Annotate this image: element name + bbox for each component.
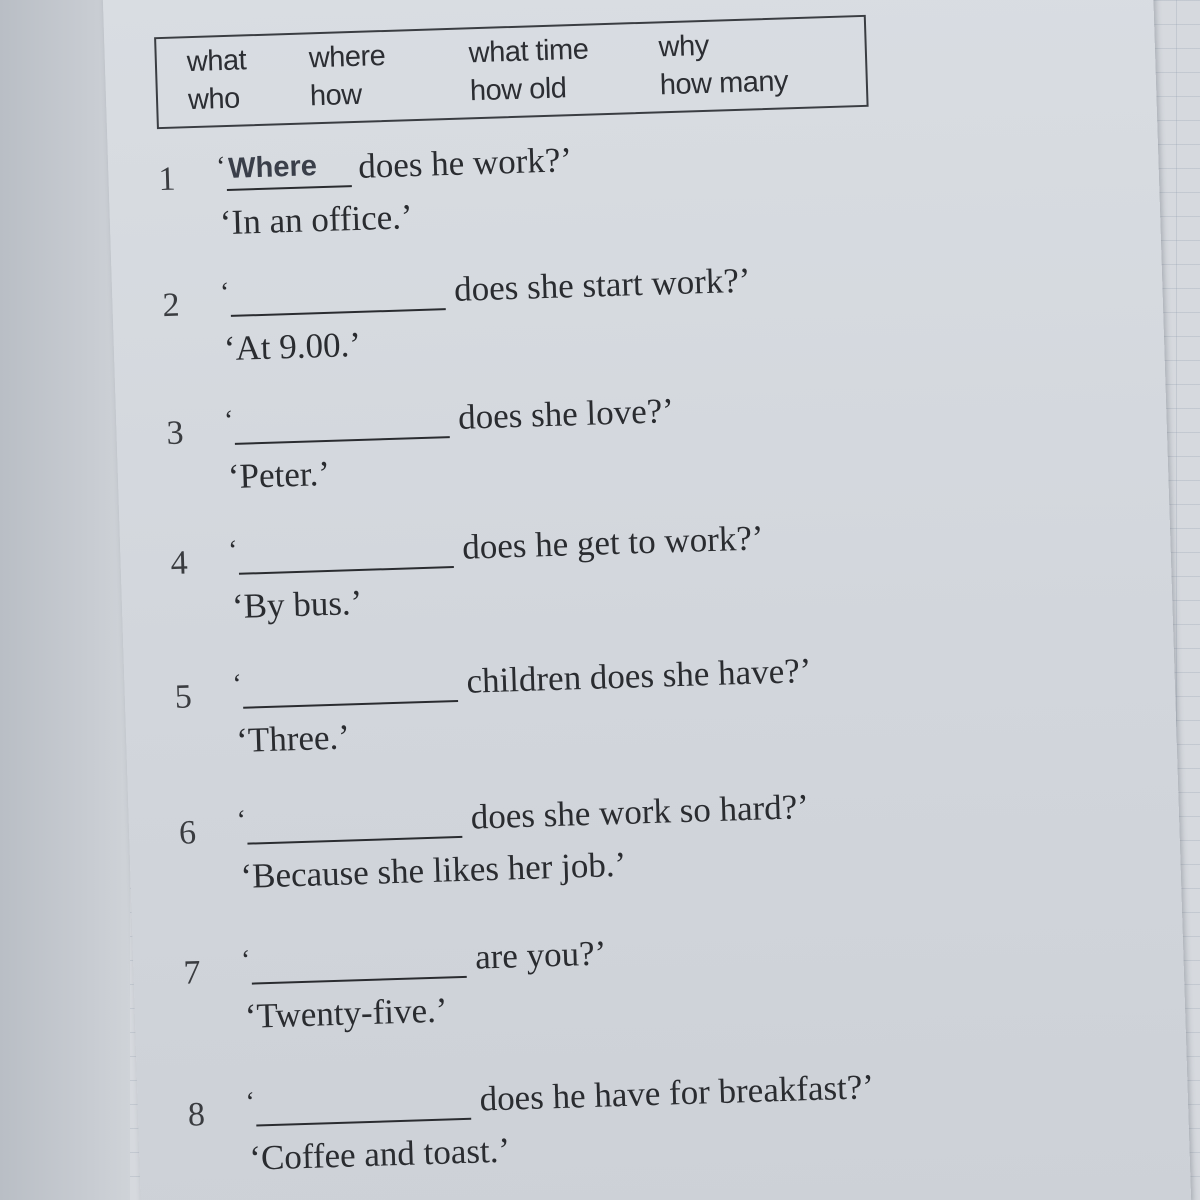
item-number: 7: [182, 954, 202, 992]
item-number: 6: [178, 814, 197, 852]
open-quote: ‘: [219, 276, 230, 309]
answer-blank[interactable]: [235, 436, 450, 445]
answer-text: ‘Coffee and toast.’: [248, 1130, 511, 1178]
open-quote: ‘: [245, 1086, 256, 1118]
exercise-item-3: [165, 379, 1067, 497]
word-what: what: [186, 44, 247, 79]
answer-text: ‘Twenty-five.’: [244, 990, 449, 1036]
open-quote: ‘: [215, 151, 226, 183]
open-quote: ‘: [223, 404, 234, 437]
answer-text: ‘Peter.’: [227, 453, 331, 497]
question-text: children does she have?’: [465, 650, 812, 701]
answer-blank[interactable]: [227, 185, 352, 191]
item-number: 3: [165, 414, 185, 453]
exercise-item-2: [161, 251, 1063, 369]
open-quote: ‘: [227, 534, 239, 567]
question-text: are you?’: [474, 933, 607, 977]
answer-text: ‘Because she likes her job.’: [239, 844, 627, 896]
item-number: 8: [187, 1096, 206, 1134]
question-text: does she love?’: [457, 391, 675, 437]
answer-blank[interactable]: [252, 976, 467, 985]
item-number: 2: [161, 286, 181, 325]
open-quote: ‘: [236, 804, 247, 836]
answer-text: ‘By bus.’: [231, 582, 363, 627]
answer-blank[interactable]: [243, 700, 458, 709]
worksheet-page: [103, 0, 1191, 1200]
item-number: 4: [170, 544, 189, 582]
question-text: does she start work?’: [453, 260, 752, 309]
word-how-old: how old: [469, 72, 567, 108]
word-who: who: [187, 82, 241, 117]
exercise-item-8: [187, 1060, 1088, 1178]
filled-answer: Where: [227, 150, 318, 185]
word-how-many: how many: [659, 65, 789, 102]
exercise-item-6: [178, 779, 1079, 896]
exercise-item-4: [170, 509, 1071, 627]
answer-blank[interactable]: [239, 566, 454, 575]
exercise-item-7: [182, 918, 1084, 1036]
open-quote: ‘: [240, 944, 251, 976]
word-box: [154, 15, 869, 129]
item-number: 1: [157, 160, 177, 199]
question-text: does he have for breakfast?’: [478, 1067, 875, 1119]
answer-text: ‘At 9.00.’: [223, 324, 362, 369]
word-why: why: [658, 29, 710, 64]
item-number: 5: [174, 678, 193, 716]
word-where: where: [308, 39, 386, 75]
question-text: does she work so hard?’: [470, 787, 810, 837]
word-how: how: [309, 78, 363, 113]
word-what-time: what time: [468, 33, 589, 70]
open-quote: ‘: [231, 668, 243, 701]
answer-text: ‘In an office.’: [219, 197, 414, 243]
exercise-item-5: [174, 643, 1075, 760]
question-text: does he get to work?’: [461, 518, 765, 567]
answer-blank[interactable]: [256, 1118, 471, 1127]
answer-blank[interactable]: [247, 836, 462, 845]
question-text: does he work?’: [357, 140, 573, 186]
answer-blank[interactable]: [231, 308, 446, 317]
answer-text: ‘Three.’: [235, 717, 351, 760]
exercise-item-1: [157, 125, 1059, 243]
